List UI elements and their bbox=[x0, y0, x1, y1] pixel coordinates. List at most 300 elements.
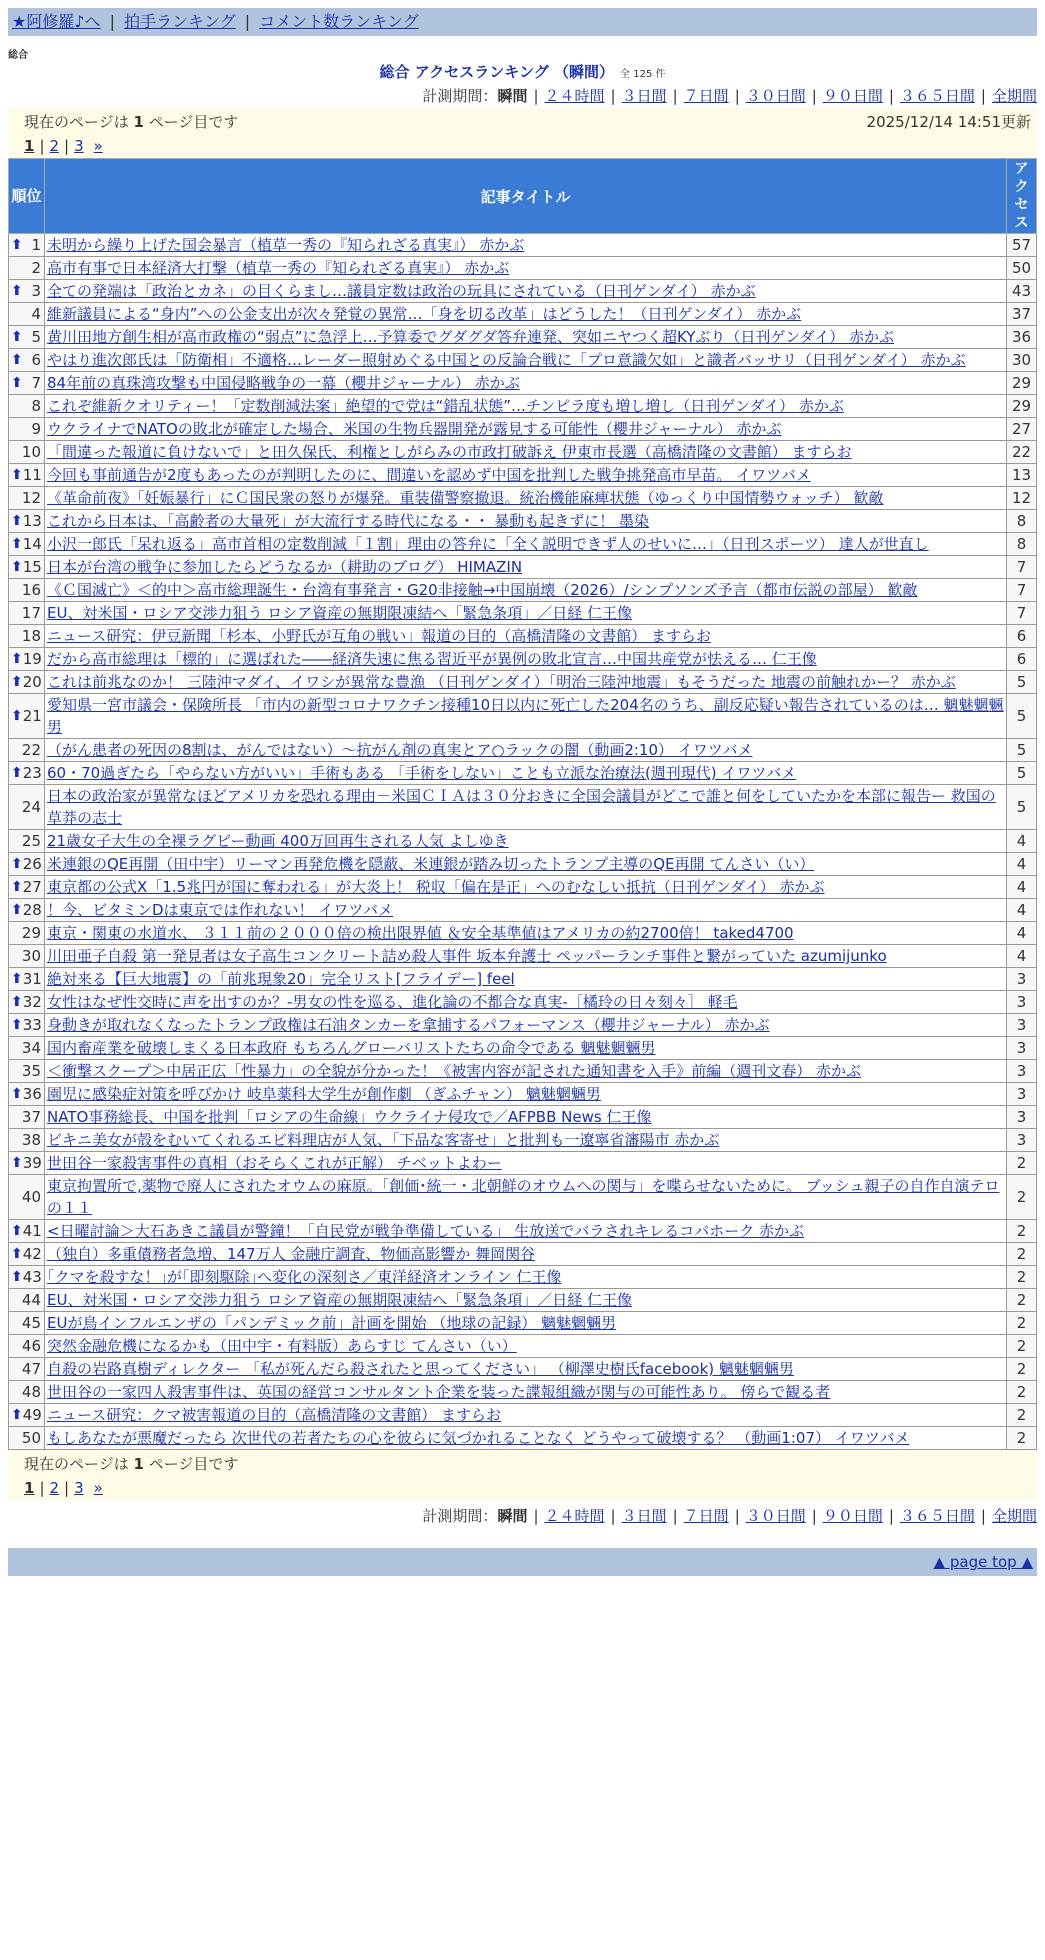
title-cell bbox=[45, 464, 1007, 487]
page-wrapper bbox=[8, 8, 1037, 1576]
rank-cell bbox=[9, 1129, 45, 1152]
access-count: 36 bbox=[1007, 326, 1037, 349]
rank-number: 2 bbox=[31, 259, 41, 277]
top-nav-bar bbox=[8, 8, 1037, 36]
article-title-link[interactable]: 国内畜産業を破壊しまくる日本政府 もちろんグローバリストたちの命令である 魑魅魍魎男 bbox=[47, 1039, 656, 1057]
rank-number: 49 bbox=[22, 1406, 42, 1424]
rank-cell bbox=[9, 234, 45, 257]
up-arrow-icon: ⬆ bbox=[11, 1246, 23, 1262]
access-count: 4 bbox=[1007, 922, 1037, 945]
title-cell bbox=[45, 1427, 1007, 1450]
rank-number: 40 bbox=[21, 1188, 41, 1206]
rank-cell bbox=[9, 418, 45, 441]
current-page-text: 現在のページは 1 ページ目です bbox=[24, 113, 239, 131]
rank-cell bbox=[9, 1335, 45, 1358]
period-separator: | bbox=[734, 1507, 740, 1525]
rank-number: 25 bbox=[21, 832, 41, 850]
total-count: 全 125 件 bbox=[620, 69, 666, 80]
title-cell bbox=[45, 1129, 1007, 1152]
rank-number: 32 bbox=[22, 993, 42, 1011]
rank-number: 19 bbox=[22, 650, 42, 668]
article-title-link[interactable]: 日本が台湾の戦争に参加したらどうなるか（耕助のブログ） HIMAZIN bbox=[47, 558, 523, 576]
access-count: 30 bbox=[1007, 349, 1037, 372]
article-title-link[interactable]: これは前兆なのか！ 三陸沖マダイ、イワシが異常な豊漁 （日刊ゲンダイ）「明治三陸沖地震」もそうだった 地震の前触れかー？ 赤かぶ bbox=[47, 673, 956, 691]
pager-bottom bbox=[24, 1476, 1031, 1500]
access-count: 2 bbox=[1007, 1220, 1037, 1243]
title-cell bbox=[45, 372, 1007, 395]
article-title-link[interactable]: 小沢一郎氏「呆れ返る」高市首相の定数削減「１割」理由の答弁に「全く説明できず人のせいに…」（日刊スポーツ） 達人が世直し bbox=[47, 535, 929, 553]
table-row bbox=[9, 464, 1037, 487]
period-option-link[interactable]: 全期間 bbox=[991, 87, 1037, 105]
period-selector-top bbox=[8, 84, 1037, 108]
title-cell bbox=[45, 1106, 1007, 1129]
table-row bbox=[9, 510, 1037, 533]
title-cell bbox=[45, 945, 1007, 968]
title-cell bbox=[45, 349, 1007, 372]
rank-cell bbox=[9, 326, 45, 349]
article-title-link[interactable]: 世田谷の一家四人殺害事件は、英国の経営コンサルタント企業を装った諜報組織が関与の可能性あり。 傍らで観る者 bbox=[47, 1383, 831, 1401]
title-cell bbox=[45, 395, 1007, 418]
rank-cell bbox=[9, 1060, 45, 1083]
article-title-link[interactable]: EU、対米国・ロシア交渉力狙う ロシア資産の無期限凍結へ「緊急条項」／日経 仁王像 bbox=[47, 1291, 632, 1309]
article-title-link[interactable]: 「間違った報道に負けないで」と田久保氏、利権としがらみの市政打破訴え 伊東市長選（高橋清隆の文書館） ますらお bbox=[47, 443, 852, 461]
table-row bbox=[9, 1381, 1037, 1404]
table-row bbox=[9, 1220, 1037, 1243]
rank-number: 16 bbox=[21, 581, 41, 599]
access-count: 6 bbox=[1007, 625, 1037, 648]
pager-top bbox=[24, 134, 1031, 158]
table-row bbox=[9, 991, 1037, 1014]
rank-cell bbox=[9, 899, 45, 922]
title-cell bbox=[45, 876, 1007, 899]
period-option-link[interactable]: ９０日間 bbox=[822, 87, 883, 105]
access-count: 3 bbox=[1007, 991, 1037, 1014]
rank-number: 26 bbox=[22, 855, 42, 873]
access-count: 7 bbox=[1007, 556, 1037, 579]
bottom-bar bbox=[8, 1548, 1037, 1576]
article-title-link[interactable]: ビキニ美女が殻をむいてくれるエビ料理店が人気、「下品な客寄せ」と批判も一遼寧省瀋陽市 赤かぶ bbox=[47, 1131, 720, 1149]
table-row bbox=[9, 694, 1037, 739]
title-cell bbox=[45, 602, 1007, 625]
table-row bbox=[9, 234, 1037, 257]
title-cell bbox=[45, 1014, 1007, 1037]
rank-number: 24 bbox=[21, 798, 41, 816]
title-cell bbox=[45, 739, 1007, 762]
article-title-link[interactable]: ウクライナでNATOの敗北が確定した場合、米国の生物兵器開発が露見する可能性（櫻井ジャーナル） 赤かぶ bbox=[47, 420, 782, 438]
article-title-link[interactable]: 東京・関東の水道水、 ３１１前の２０００倍の検出限界値 ＆安全基準値はアメリカの約2700倍！ taked4700 bbox=[47, 924, 794, 942]
table-row bbox=[9, 372, 1037, 395]
pager-next-link[interactable]: » bbox=[93, 1479, 103, 1497]
rank-number: 8 bbox=[31, 397, 41, 415]
access-count: 2 bbox=[1007, 1175, 1037, 1220]
rank-cell bbox=[9, 945, 45, 968]
paging-box-bottom bbox=[8, 1450, 1037, 1500]
rank-number: 43 bbox=[22, 1268, 42, 1286]
article-title-link[interactable]: 自殺の岩路真樹ディレクター 「私が死んだら殺されたと思ってください」 （柳澤史樹氏facebook) 魑魅魍魎男 bbox=[47, 1360, 794, 1378]
rank-number: 6 bbox=[31, 351, 41, 369]
access-count: 29 bbox=[1007, 372, 1037, 395]
access-count: 22 bbox=[1007, 441, 1037, 464]
rank-cell bbox=[9, 876, 45, 899]
period-option-link[interactable]: ３６５日間 bbox=[899, 1507, 975, 1525]
article-title-link[interactable]: 日本の政治家が異常なほどアメリカを恐れる理由－米国ＣＩＡは３０分おきに全国会議員がどこで誰と何をしていたかを本部に報告ー 救国の草莽の志士 bbox=[47, 787, 996, 827]
article-title-link[interactable]: 突然金融危機になるかも（田中宇・有料版）あらすじ てんさい（い） bbox=[47, 1337, 517, 1355]
article-title-link[interactable]: 黄川田地方創生相が高市政権の“弱点”に急浮上…予算委でグダグダ答弁連発、突如ニヤつく超KYぶり（日刊ゲンダイ） 赤かぶ bbox=[47, 328, 894, 346]
rank-cell bbox=[9, 739, 45, 762]
rank-cell bbox=[9, 487, 45, 510]
up-arrow-icon: ⬆ bbox=[11, 1086, 23, 1102]
rank-cell bbox=[9, 648, 45, 671]
article-title-link[interactable]: 園児に感染症対策を呼びかけ 岐阜薬科大学生が創作劇 （ぎふチャン） 魑魅魍魎男 bbox=[47, 1085, 601, 1103]
up-arrow-icon: ⬆ bbox=[11, 651, 23, 667]
article-title-link[interactable]: これぞ維新クオリティー！「定数削減法案」絶望的で党は“錯乱状態”…チンピラ度も増し増し（日刊ゲンダイ） 赤かぶ bbox=[47, 397, 844, 415]
up-arrow-icon: ⬆ bbox=[11, 708, 23, 724]
access-count: 5 bbox=[1007, 785, 1037, 830]
rank-number: 29 bbox=[21, 924, 41, 942]
article-title-link[interactable]: 女性はなぜ性交時に声を出すのか？-男女の性を巡る、進化論の不都合な真実-［橘玲の日々刻々］ 軽毛 bbox=[47, 993, 738, 1011]
rank-cell bbox=[9, 464, 45, 487]
access-count: 4 bbox=[1007, 899, 1037, 922]
period-option-link[interactable]: ３０日間 bbox=[745, 87, 806, 105]
title-cell bbox=[45, 303, 1007, 326]
rank-cell bbox=[9, 1083, 45, 1106]
pager-current: 1 bbox=[24, 1479, 35, 1497]
article-title-link[interactable]: <日曜討論＞大石あきこ議員が警鐘！「自民党が戦争準備している」 生放送でバラされキレるコバホーク 赤かぶ bbox=[47, 1222, 804, 1240]
article-title-link[interactable]: 84年前の真珠湾攻撃も中国侵略戦争の一幕（櫻井ジャーナル） 赤かぶ bbox=[47, 374, 520, 392]
access-count: 8 bbox=[1007, 510, 1037, 533]
table-row bbox=[9, 1404, 1037, 1427]
access-count: 13 bbox=[1007, 464, 1037, 487]
article-title-link[interactable]: 高市有事で日本経済大打撃（植草一秀の『知られざる真実』） 赤かぶ bbox=[47, 259, 510, 277]
access-count: 12 bbox=[1007, 487, 1037, 510]
period-separator: | bbox=[811, 1507, 817, 1525]
rank-number: 42 bbox=[22, 1245, 42, 1263]
rank-number: 34 bbox=[21, 1039, 41, 1057]
home-link[interactable]: ★阿修羅♪へ bbox=[12, 12, 101, 31]
up-arrow-icon: ⬆ bbox=[11, 994, 23, 1010]
rank-cell bbox=[9, 1243, 45, 1266]
table-row bbox=[9, 1014, 1037, 1037]
title-cell bbox=[45, 326, 1007, 349]
title-cell bbox=[45, 579, 1007, 602]
up-arrow-icon: ⬆ bbox=[11, 1017, 23, 1033]
rank-number: 23 bbox=[22, 764, 42, 782]
rank-cell bbox=[9, 785, 45, 830]
table-row bbox=[9, 1060, 1037, 1083]
access-count: 5 bbox=[1007, 671, 1037, 694]
rank-number: 39 bbox=[22, 1154, 42, 1172]
rank-cell bbox=[9, 441, 45, 464]
table-row bbox=[9, 945, 1037, 968]
period-option-link[interactable]: ３６５日間 bbox=[899, 87, 975, 105]
title-cell bbox=[45, 234, 1007, 257]
up-arrow-icon: ⬆ bbox=[11, 1223, 23, 1239]
rank-cell bbox=[9, 1106, 45, 1129]
access-count: 4 bbox=[1007, 876, 1037, 899]
col-access-header: アクセス bbox=[1007, 159, 1037, 234]
rank-number: 33 bbox=[22, 1016, 42, 1034]
title-cell bbox=[45, 830, 1007, 853]
period-separator: | bbox=[672, 1507, 678, 1525]
access-count: 6 bbox=[1007, 648, 1037, 671]
article-title-link[interactable]: 川田亜子自殺 第一発見者は女子高生コンクリート詰め殺人事件 坂本弁護士 ペッパーランチ事件と繋がっていた azumijunko bbox=[47, 947, 887, 965]
access-count: 2 bbox=[1007, 1312, 1037, 1335]
article-title-link[interactable]: ！今、ビタミンDは東京では作れない！ イワツバメ bbox=[47, 901, 394, 919]
access-count: 7 bbox=[1007, 579, 1037, 602]
rank-number: 37 bbox=[21, 1108, 41, 1126]
rank-cell bbox=[9, 602, 45, 625]
rank-number: 20 bbox=[22, 673, 42, 691]
comment-ranking-link[interactable]: コメント数ランキング bbox=[259, 12, 419, 31]
access-count: 29 bbox=[1007, 395, 1037, 418]
period-label: 計測期間： bbox=[422, 1507, 498, 1525]
access-count: 2 bbox=[1007, 1289, 1037, 1312]
period-option-link[interactable]: ２４時間 bbox=[544, 1507, 605, 1525]
rank-cell bbox=[9, 1404, 45, 1427]
title-cell bbox=[45, 922, 1007, 945]
period-current: 瞬間 bbox=[497, 87, 528, 105]
title-cell bbox=[45, 625, 1007, 648]
period-option-link[interactable]: ７日間 bbox=[683, 1507, 729, 1525]
article-title-link[interactable]: 愛知県一宮市議会・保険所長 「市内の新型コロナワクチン接種10日以内に死亡した204名のうち、副反応疑い報告されているのは… 魑魅魍魎男 bbox=[47, 696, 1004, 736]
rank-cell bbox=[9, 1358, 45, 1381]
rank-number: 36 bbox=[22, 1085, 42, 1103]
article-title-link[interactable]: EUが鳥インフルエンザの「パンデミック前」計画を開始 （地球の記録） 魑魅魍魎男 bbox=[47, 1314, 617, 1332]
rank-number: 22 bbox=[21, 741, 41, 759]
rank-number: 35 bbox=[21, 1062, 41, 1080]
table-row bbox=[9, 853, 1037, 876]
table-row bbox=[9, 830, 1037, 853]
table-row bbox=[9, 899, 1037, 922]
article-title-link[interactable]: これから日本は、「高齢者の大量死」が大流行する時代になる・・ 暴動も起きずに！ 墨染 bbox=[47, 512, 650, 530]
rank-number: 7 bbox=[31, 374, 41, 392]
article-title-link[interactable]: 世田谷一家殺害事件の真相（おそらくこれが正解） チベットよわー bbox=[47, 1154, 502, 1172]
table-row bbox=[9, 1289, 1037, 1312]
article-title-link[interactable]: 60・70過ぎたら「やらない方がいい」手術もある 「手術をしない」ことも立派な治療法(週刊現代) イワツバメ bbox=[47, 764, 797, 782]
access-count: 2 bbox=[1007, 1427, 1037, 1450]
col-rank-header: 順位 bbox=[9, 159, 45, 234]
pager-next-link[interactable]: » bbox=[93, 137, 103, 155]
access-count: 27 bbox=[1007, 418, 1037, 441]
up-arrow-icon: ⬆ bbox=[11, 674, 23, 690]
article-title-link[interactable]: 東京拘置所で,薬物で廃人にされたオウムの麻原。「創価･統一・北朝鮮のオウムへの関与」を喋らせないために。 ブッシュ親子の自作自演テロの１１ bbox=[47, 1177, 1000, 1217]
paging-box-top bbox=[8, 108, 1037, 158]
rank-number: 50 bbox=[21, 1429, 41, 1447]
article-title-link[interactable]: ニュース研究：伊豆新聞「杉本、小野氏が互角の戦い」報道の目的（高橋清隆の文書館） ますらお bbox=[47, 627, 712, 645]
period-option-link[interactable]: ３日間 bbox=[621, 87, 667, 105]
up-arrow-icon: ⬆ bbox=[11, 513, 23, 529]
page-title bbox=[8, 60, 1037, 84]
rank-cell bbox=[9, 762, 45, 785]
access-count: 3 bbox=[1007, 1060, 1037, 1083]
table-row bbox=[9, 1129, 1037, 1152]
title-cell bbox=[45, 1381, 1007, 1404]
rank-number: 44 bbox=[21, 1291, 41, 1309]
title-cell bbox=[45, 1152, 1007, 1175]
period-separator: | bbox=[734, 87, 740, 105]
article-title-link[interactable]: ｢クマを殺すな！｣が｢即刻駆除｣へ変化の深刻さ／東洋経済オンライン 仁王像 bbox=[47, 1268, 562, 1286]
access-count: 2 bbox=[1007, 1243, 1037, 1266]
table-row bbox=[9, 785, 1037, 830]
article-title-link[interactable]: 維新議員による“身内”への公金支出が次々発覚の異常…「身を切る改革」はどうした！（日刊ゲンダイ） 赤かぶ bbox=[47, 305, 802, 323]
period-option-link[interactable]: ３０日間 bbox=[745, 1507, 806, 1525]
title-cell bbox=[45, 1060, 1007, 1083]
period-separator: | bbox=[888, 1507, 894, 1525]
table-row bbox=[9, 1427, 1037, 1450]
rank-number: 12 bbox=[21, 489, 41, 507]
article-title-link[interactable]: 《革命前夜》「妊娠暴行」にＣ国民衆の怒りが爆発。重装備警察撤退。統治機能麻痺状態（ゆっくり中国情勢ウォッチ） 歓敵 bbox=[47, 489, 884, 507]
rank-cell bbox=[9, 372, 45, 395]
up-arrow-icon: ⬆ bbox=[11, 237, 23, 253]
title-cell bbox=[45, 1312, 1007, 1335]
access-count: 2 bbox=[1007, 1266, 1037, 1289]
access-count: 4 bbox=[1007, 945, 1037, 968]
table-row bbox=[9, 280, 1037, 303]
period-selector-bottom bbox=[8, 1504, 1037, 1528]
table-row bbox=[9, 762, 1037, 785]
rank-number: 3 bbox=[31, 282, 41, 300]
article-title-link[interactable]: 今回も事前通告が2度もあったのが判明したのに、間違いを認めず中国を批判した戦争挑発高市早苗。 イワツバメ bbox=[47, 466, 811, 484]
pager-separator: | bbox=[39, 137, 45, 155]
up-arrow-icon: ⬆ bbox=[11, 375, 23, 391]
title-cell bbox=[45, 1243, 1007, 1266]
access-count: 3 bbox=[1007, 1083, 1037, 1106]
article-title-link[interactable]: （がん患者の死因の8割は、がんではない）～抗がん剤の真実とア○ラックの闇（動画2:10） イワツバメ bbox=[47, 741, 753, 759]
title-cell bbox=[45, 1358, 1007, 1381]
up-arrow-icon: ⬆ bbox=[11, 902, 23, 918]
article-title-link[interactable]: 《Ｃ国滅亡》＜的中＞高市総理誕生・台湾有事発言・G20非接触→中国崩壊（2026）/シンプソンズ予言（都市伝説の部屋） 歓敵 bbox=[47, 581, 918, 599]
rank-cell bbox=[9, 1152, 45, 1175]
rank-cell bbox=[9, 625, 45, 648]
period-separator: | bbox=[533, 1507, 539, 1525]
pager-separator: | bbox=[64, 137, 70, 155]
table-row bbox=[9, 303, 1037, 326]
article-title-link[interactable]: ＜衝撃スクープ＞中居正広「性暴力」の全貌が分かった！《被害内容が記された通知書を入手》前編（週刊文春） 赤かぶ bbox=[47, 1062, 862, 1080]
period-separator: | bbox=[533, 87, 539, 105]
current-page-text: 現在のページは 1 ページ目です bbox=[24, 1455, 239, 1473]
table-row bbox=[9, 1266, 1037, 1289]
access-count: 43 bbox=[1007, 280, 1037, 303]
rank-cell bbox=[9, 395, 45, 418]
access-count: 5 bbox=[1007, 739, 1037, 762]
period-separator: | bbox=[888, 87, 894, 105]
title-cell bbox=[45, 1175, 1007, 1220]
table-row bbox=[9, 1335, 1037, 1358]
period-separator: | bbox=[980, 1507, 986, 1525]
rank-cell bbox=[9, 556, 45, 579]
title-cell bbox=[45, 694, 1007, 739]
article-title-link[interactable]: やはり進次郎氏は「防衛相」不適格…レーダー照射めぐる中国との反論合戦に「プロ意識欠如」と識者バッサリ（日刊ゲンダイ） 赤かぶ bbox=[47, 351, 966, 369]
title-cell bbox=[45, 785, 1007, 830]
article-title-link[interactable]: 全ての発端は「政治とカネ」の目くらまし…議員定数は政治の玩具にされている（日刊ゲンダイ） 赤かぶ bbox=[47, 282, 756, 300]
access-count: 2 bbox=[1007, 1335, 1037, 1358]
article-title-link[interactable]: 米連銀のQE再開（田中宇）リーマン再発危機を隠蔽、米連銀が踏み切ったトランプ主導のQE再開 てんさい（い） bbox=[47, 855, 815, 873]
pager-page-link[interactable]: 2 bbox=[49, 1479, 60, 1497]
up-arrow-icon: ⬆ bbox=[11, 329, 23, 345]
rank-number: 10 bbox=[21, 443, 41, 461]
article-title-link[interactable]: 未明から繰り上げた国会暴言（植草一秀の『知られざる真実』） 赤かぶ bbox=[47, 236, 525, 254]
period-option-link[interactable]: 全期間 bbox=[991, 1507, 1037, 1525]
title-cell bbox=[45, 671, 1007, 694]
title-cell bbox=[45, 991, 1007, 1014]
updated-timestamp: 2025/12/14 14:51更新 bbox=[866, 113, 1031, 131]
period-separator: | bbox=[811, 87, 817, 105]
article-title-link[interactable]: だから高市総理は「標的」に選ばれた――経済失速に焦る習近平が異例の敗北宣言…中国共産党が怯える… 仁王像 bbox=[47, 650, 817, 668]
rank-cell bbox=[9, 1427, 45, 1450]
title-cell bbox=[45, 762, 1007, 785]
rank-number: 9 bbox=[31, 420, 41, 438]
rank-number: 13 bbox=[22, 512, 42, 530]
rank-number: 47 bbox=[21, 1360, 41, 1378]
title-cell bbox=[45, 257, 1007, 280]
article-title-link[interactable]: 絶対来る【巨大地震】の「前兆現象20」完全リスト[フライデー] feel bbox=[47, 970, 515, 988]
table-row bbox=[9, 257, 1037, 280]
article-title-link[interactable]: ニュース研究：クマ被害報道の目的（高橋清隆の文書館） ますらお bbox=[47, 1406, 502, 1424]
pager-page-link[interactable]: 3 bbox=[74, 137, 84, 155]
rank-number: 38 bbox=[21, 1131, 41, 1149]
table-row bbox=[9, 1312, 1037, 1335]
rank-cell bbox=[9, 853, 45, 876]
up-arrow-icon: ⬆ bbox=[11, 467, 23, 483]
rank-number: 18 bbox=[21, 627, 41, 645]
table-row bbox=[9, 579, 1037, 602]
col-title-header: 記事タイトル bbox=[45, 159, 1007, 234]
title-cell bbox=[45, 853, 1007, 876]
page-top-link[interactable]: ▲ page top ▲ bbox=[933, 1553, 1033, 1571]
article-title-link[interactable]: 身動きが取れなくなったトランプ政権は石油タンカーを拿捕するパフォーマンス（櫻井ジャーナル） 赤かぶ bbox=[47, 1016, 770, 1034]
table-row bbox=[9, 968, 1037, 991]
applause-ranking-link[interactable]: 拍手ランキング bbox=[124, 12, 236, 31]
pager-page-link[interactable]: 3 bbox=[74, 1479, 84, 1497]
category-label: 総合 bbox=[8, 50, 28, 61]
ranking-table bbox=[8, 158, 1037, 1450]
article-title-link[interactable]: もしあなたが悪魔だったら 次世代の若者たちの心を彼らに気づかれることなく どうやって破壊する？ （動画1:07） イワツバメ bbox=[47, 1429, 910, 1447]
rank-cell bbox=[9, 922, 45, 945]
title-cell bbox=[45, 1289, 1007, 1312]
up-arrow-icon: ⬆ bbox=[11, 1407, 23, 1423]
title-cell bbox=[45, 1037, 1007, 1060]
rank-number: 30 bbox=[21, 947, 41, 965]
access-count: 3 bbox=[1007, 1037, 1037, 1060]
rank-cell bbox=[9, 1289, 45, 1312]
table-row bbox=[9, 441, 1037, 464]
period-option-link[interactable]: ２４時間 bbox=[544, 87, 605, 105]
rank-cell bbox=[9, 1220, 45, 1243]
table-row bbox=[9, 922, 1037, 945]
access-count: 50 bbox=[1007, 257, 1037, 280]
table-row bbox=[9, 349, 1037, 372]
article-title-link[interactable]: （独自）多重債務者急増、147万人 金融庁調査、物価高影響か 舞岡関谷 bbox=[47, 1245, 536, 1263]
period-option-link[interactable]: ３日間 bbox=[621, 1507, 667, 1525]
title-cell bbox=[45, 418, 1007, 441]
up-arrow-icon: ⬆ bbox=[11, 971, 23, 987]
period-option-link[interactable]: ９０日間 bbox=[822, 1507, 883, 1525]
period-label: 計測期間： bbox=[422, 87, 498, 105]
article-title-link[interactable]: EU、対米国・ロシア交渉力狙う ロシア資産の無期限凍結へ「緊急条項」／日経 仁王像 bbox=[47, 604, 632, 622]
period-separator: | bbox=[672, 87, 678, 105]
up-arrow-icon: ⬆ bbox=[11, 559, 23, 575]
title-cell bbox=[45, 1404, 1007, 1427]
pager-page-link[interactable]: 2 bbox=[49, 137, 60, 155]
article-title-link[interactable]: 21歳女子大生の全裸ラグビー動画 400万回再生される人気 よしゆき bbox=[47, 832, 509, 850]
period-option-link[interactable]: ７日間 bbox=[683, 87, 729, 105]
access-count: 3 bbox=[1007, 1129, 1037, 1152]
article-title-link[interactable]: 東京都の公式X「1.5兆円が国に奪われる」が大炎上！ 税収「偏在是正」へのむなしい抵抗（日刊ゲンダイ） 赤かぶ bbox=[47, 878, 825, 896]
up-arrow-icon: ⬆ bbox=[11, 352, 23, 368]
table-row bbox=[9, 1175, 1037, 1220]
access-count: 7 bbox=[1007, 602, 1037, 625]
article-title-link[interactable]: NATO事務総長、中国を批判「ロシアの生命線」ウクライナ侵攻で／AFPBB News 仁王像 bbox=[47, 1108, 652, 1126]
